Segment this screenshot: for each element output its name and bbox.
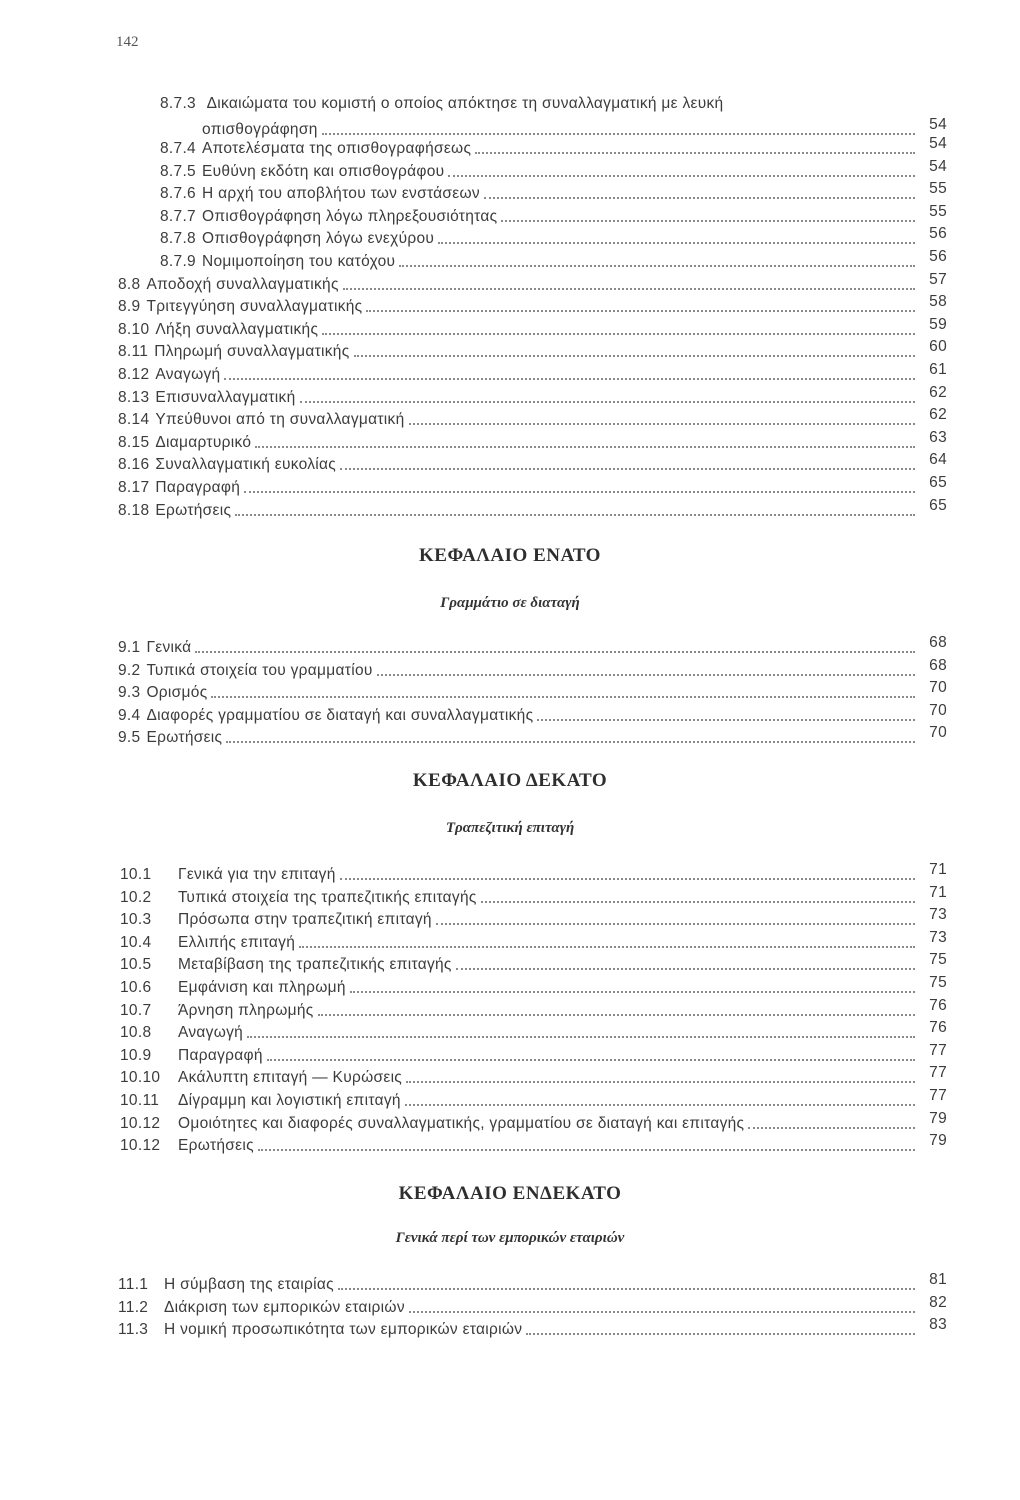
dot-leader [456, 967, 915, 970]
toc-entry-number: 8.7.5 [160, 162, 196, 180]
toc-entry-title: Παραγραφή [155, 479, 241, 496]
toc-entry-number: 9.1 [118, 639, 141, 656]
toc-entry-number: 10.5 [120, 956, 152, 974]
toc-entry-number: 11.1 [118, 1276, 149, 1293]
toc-entry-number: 8.9 [118, 298, 141, 316]
dot-leader [438, 241, 915, 244]
toc-entry [118, 656, 947, 681]
toc-page-number: 75 [929, 951, 947, 969]
toc-page-number: 68 [929, 656, 947, 674]
toc-entry-title: Γενικά [146, 639, 192, 656]
dot-leader [409, 422, 915, 425]
dot-leader [247, 1035, 915, 1038]
toc-entry [118, 496, 947, 521]
dot-leader [338, 1287, 915, 1290]
toc-entry [118, 338, 947, 362]
toc-entry-title: Ακάλυπτη επιταγή — Κυρώσεις [178, 1069, 403, 1087]
dot-leader [299, 945, 915, 948]
toc-entry-number: 11.3 [118, 1321, 149, 1339]
toc-entry [120, 861, 947, 885]
toc-entry-title: Αναγωγή [155, 366, 221, 383]
toc-entry [120, 906, 947, 930]
toc-page-number: 71 [929, 861, 947, 878]
toc-entry-title: Πρόσωπα στην τραπεζιτική επιταγή [178, 911, 432, 929]
toc-entry-title: Ευθύνη εκδότη και οπισθογράφου [201, 162, 445, 180]
dot-leader [481, 900, 915, 903]
dot-leader [343, 287, 915, 290]
dot-leader [235, 513, 915, 516]
toc-entry-number: 8.16 [118, 456, 150, 474]
toc-entry [118, 361, 947, 385]
toc-entry [120, 951, 947, 975]
toc-page-number: 81 [929, 1271, 947, 1288]
chapter-subtitle-9: Γραμμάτιο σε διαταγή [440, 595, 580, 611]
toc-entry-title: Διαφορές γραμματίου σε διαταγή και συναλλαγματικής [146, 706, 534, 724]
toc-entry-number: 10.7 [120, 1001, 152, 1019]
toc-entry-number: 10.4 [120, 933, 152, 951]
toc-entry-number: 8.7.7 [160, 207, 196, 225]
toc-entry-title: Τυπικά στοιχεία της τραπεζιτικής επιταγής [178, 888, 477, 906]
toc-entry-number: 8.13 [118, 388, 150, 406]
dot-leader [195, 650, 915, 653]
toc-page-number: 60 [929, 338, 947, 356]
toc-entry-title: Διάκριση των εμπορικών εταιριών [164, 1298, 405, 1316]
chapter-heading-10: ΚΕΦΑΛΑΙΟ ΔΕΚΑΤΟ [412, 770, 608, 791]
toc-page-number: 79 [929, 1109, 947, 1127]
toc-entry-title: Η αρχή του αποβλήτου των ενστάσεων [201, 185, 480, 203]
dot-leader [354, 354, 916, 357]
toc-entry-number: 8.18 [118, 501, 150, 519]
toc-entry-title: Ελλιπής επιταγή [178, 933, 296, 951]
toc-entry [120, 928, 947, 953]
toc-entry-number: 8.8 [118, 275, 141, 293]
toc-entry-title: Ερωτήσεις [146, 729, 223, 747]
dot-leader [399, 264, 915, 267]
toc-entry [120, 996, 947, 1021]
toc-page-number: 70 [929, 724, 947, 742]
dot-leader [318, 1013, 915, 1016]
dot-leader [405, 1103, 915, 1106]
toc-entry-number: 11.2 [118, 1298, 149, 1316]
toc-entry-number: 9.5 [118, 729, 141, 747]
dot-leader [300, 400, 915, 403]
toc-page-number: 55 [929, 202, 947, 220]
toc-entry-number: 8.7.9 [160, 253, 196, 270]
toc-page-number: 73 [929, 928, 947, 946]
toc-entry [118, 1293, 947, 1318]
toc-entry-title: Άρνηση πληρωμής [178, 1001, 314, 1019]
toc-page-number: 63 [929, 428, 947, 446]
toc-entry-number: 9.3 [118, 684, 141, 702]
toc-entry-8-7-3-line1 [160, 94, 960, 114]
toc-entry-title: Πληρωμή συναλλαγματικής [154, 343, 350, 361]
toc-page-number: 77 [929, 1087, 947, 1104]
toc-page-number: 65 [929, 474, 947, 491]
dot-leader [258, 1148, 915, 1151]
toc-entry-number: 10.12 [120, 1137, 161, 1155]
chapter-subtitle-10: Τραπεζιτική επιταγή [445, 820, 575, 836]
toc-entry-title: Λήξη συναλλαγματικής [155, 320, 319, 338]
toc-entry-title: Συναλλαγματική ευκολίας [155, 456, 337, 474]
toc-page-number: 54 [929, 157, 947, 175]
toc-entry-number: 10.9 [120, 1046, 152, 1064]
toc-entry-number: 10.2 [120, 888, 152, 906]
toc-entry-title: Οπισθογράφηση λόγω πληρεξουσιότητας [201, 207, 498, 225]
toc-entry [118, 270, 947, 295]
toc-page-number: 64 [929, 451, 947, 469]
toc-page-number: 61 [929, 361, 947, 378]
dot-leader [448, 174, 915, 177]
toc-entry-8-7-3-line2 [202, 116, 947, 140]
toc-entry [118, 428, 947, 453]
dot-leader [322, 132, 915, 135]
toc-page-number: 55 [929, 180, 947, 198]
toc-entry-title: Μεταβίβαση της τραπεζιτικής επιταγής [178, 956, 452, 974]
toc-entry [160, 202, 947, 227]
chapter-heading-9: ΚΕΦΑΛΑΙΟ ΕΝΑΤΟ [419, 545, 601, 566]
toc-page-number: 56 [929, 225, 947, 243]
toc-entry [120, 1132, 947, 1156]
toc-entry-title: Οπισθογράφηση λόγω ενεχύρου [201, 230, 435, 248]
toc-entry-title: Τριτεγγύηση συναλλαγματικής [146, 298, 363, 316]
toc-page-number: 54 [929, 135, 947, 152]
toc-entry [160, 135, 947, 159]
toc-entry-title: Γενικά για την επιταγή [178, 866, 336, 883]
toc-entry [118, 679, 947, 703]
toc-entry-number: 9.4 [118, 706, 141, 724]
toc-entry [118, 1271, 947, 1295]
toc-entry-number: 8.7.6 [160, 185, 196, 203]
toc-entry-number: 8.14 [118, 411, 150, 429]
toc-entry-number: 10.3 [120, 911, 152, 929]
dot-leader [436, 922, 915, 925]
dot-leader [475, 151, 915, 154]
toc-entry-title: Εμφάνιση και πληρωμή [178, 979, 346, 996]
toc-entry [120, 1041, 947, 1066]
toc-entry-number: 10.10 [120, 1069, 161, 1087]
toc-entry [120, 1064, 947, 1088]
toc-entry-number: 8.10 [118, 320, 150, 338]
dot-leader [267, 1058, 915, 1061]
toc-page-number: 70 [929, 679, 947, 697]
toc-entry-title: Διαμαρτυρικό [155, 433, 252, 451]
toc-entry [120, 1087, 947, 1111]
toc-entry [118, 474, 947, 498]
toc-page-number: 79 [929, 1132, 947, 1150]
toc-entry-title: Παραγραφή [178, 1046, 263, 1064]
toc-page-number: 70 [929, 701, 947, 719]
dot-leader [409, 1310, 915, 1313]
dot-leader [406, 1080, 915, 1083]
dot-leader [537, 718, 915, 721]
toc-entry [120, 974, 947, 998]
toc-page-number: 56 [929, 248, 947, 265]
toc-entry-title: Υπεύθυνοι από τη συναλλαγματική [155, 411, 405, 429]
toc-entry-title: Τυπικά στοιχεία του γραμματίου [146, 661, 373, 679]
toc-entry-title: Ερωτήσεις [178, 1137, 254, 1155]
toc-page-number: 76 [929, 996, 947, 1014]
toc-entry [118, 634, 947, 658]
toc-page-number: 59 [929, 315, 947, 333]
toc-entry [118, 293, 947, 317]
toc-entry-title: Δίγραμμη και λογιστική επιταγή [178, 1092, 401, 1109]
toc-entry-number: 9.2 [118, 661, 141, 679]
toc-entry-number: 10.1 [120, 866, 152, 883]
toc-entry-number: 10.11 [120, 1092, 160, 1109]
dot-leader [377, 673, 915, 676]
dot-leader [526, 1332, 915, 1335]
toc-entry [120, 1019, 947, 1043]
toc-entry [118, 451, 947, 475]
toc-entry-title: Νομιμοποίηση του κατόχου [201, 253, 396, 270]
chapter-subtitle-11: Γενικά περί των εμπορικών εταιριών [395, 1230, 625, 1246]
toc-page-number: 75 [929, 974, 947, 991]
toc-entry-title: Ομοιότητες και διαφορές συναλλαγματικής, γραμματίου σε διαταγή και επιταγής [178, 1114, 745, 1132]
toc-page-number: 77 [929, 1064, 947, 1082]
dot-leader [340, 877, 915, 880]
toc-entry [120, 1109, 947, 1134]
toc-page-number: 65 [929, 496, 947, 514]
dot-leader [322, 332, 915, 335]
toc-entry [160, 157, 947, 182]
toc-page-number: 71 [929, 883, 947, 901]
toc-page-number: 82 [929, 1293, 947, 1311]
toc-entry-title: Αποδοχή συναλλαγματικής [146, 275, 339, 293]
toc-entry-title: Επισυναλλαγματική [155, 388, 296, 406]
toc-page-number: 54 [929, 116, 947, 133]
chapter-heading-11: ΚΕΦΑΛΑΙΟ ΕΝΔΕΚΑΤΟ [398, 1183, 622, 1204]
toc-page-number: 62 [929, 406, 947, 424]
dot-leader [350, 990, 915, 993]
toc-entry-title: Ορισμός [146, 684, 208, 702]
toc-entry [118, 383, 947, 408]
dot-leader [484, 196, 915, 199]
dot-leader [224, 377, 915, 380]
toc-entry [118, 315, 947, 340]
toc-entry-title: οπισθογράφηση [202, 121, 318, 138]
toc-page-number: 62 [929, 383, 947, 401]
toc-entry-title: Αναγωγή [178, 1024, 244, 1042]
toc-entry-number: 10.8 [120, 1024, 152, 1042]
toc-page-number: 57 [929, 270, 947, 288]
toc-entry [118, 724, 947, 748]
toc-page-number: 77 [929, 1041, 947, 1059]
toc-entry [160, 180, 947, 204]
toc-page-number: 68 [929, 634, 947, 651]
toc-entry [118, 406, 947, 430]
toc-page-number: 76 [929, 1019, 947, 1037]
toc-page-number: 83 [929, 1316, 947, 1334]
toc-entry-number: 8.7.4 [160, 140, 196, 157]
toc-entry-title: Η νομική προσωπικότητα των εμπορικών εταιριών [164, 1321, 523, 1339]
toc-entry-number: 8.11 [118, 343, 149, 361]
dot-leader [340, 467, 915, 470]
toc-entry [118, 1316, 947, 1340]
toc-entry-number: 8.17 [118, 479, 150, 496]
dot-leader [244, 490, 915, 493]
toc-entry-title: Αποτελέσματα της οπισθογραφήσεως [201, 140, 472, 157]
dot-leader [501, 219, 915, 222]
dot-leader [748, 1126, 915, 1129]
toc-entry-number: 10.6 [120, 979, 152, 996]
toc-page-number: 73 [929, 906, 947, 924]
toc-entry-number: 8.7.8 [160, 230, 196, 248]
toc-entry-title: Η σύμβαση της εταιρίας [164, 1276, 334, 1293]
toc-entry-number: 10.12 [120, 1114, 161, 1132]
page-number: 142 [116, 34, 139, 50]
toc-entry [118, 701, 947, 726]
toc-entry-title: Ερωτήσεις [155, 501, 232, 519]
toc-page-number: 58 [929, 293, 947, 311]
dot-leader [255, 445, 915, 448]
dot-leader [211, 695, 915, 698]
toc-entry-number: 8.12 [118, 366, 150, 383]
toc-entry [160, 225, 947, 249]
toc-entry [160, 248, 947, 272]
toc-entry-number: 8.15 [118, 433, 150, 451]
dot-leader [226, 740, 915, 743]
toc-entry [120, 883, 947, 908]
toc-entry-number: 8.7.3 [160, 95, 196, 112]
toc-entry-title: Δικαιώματα του κομιστή ο οποίος απόκτησε τη συναλλαγματική με λευκή [206, 95, 724, 112]
dot-leader [366, 309, 915, 312]
